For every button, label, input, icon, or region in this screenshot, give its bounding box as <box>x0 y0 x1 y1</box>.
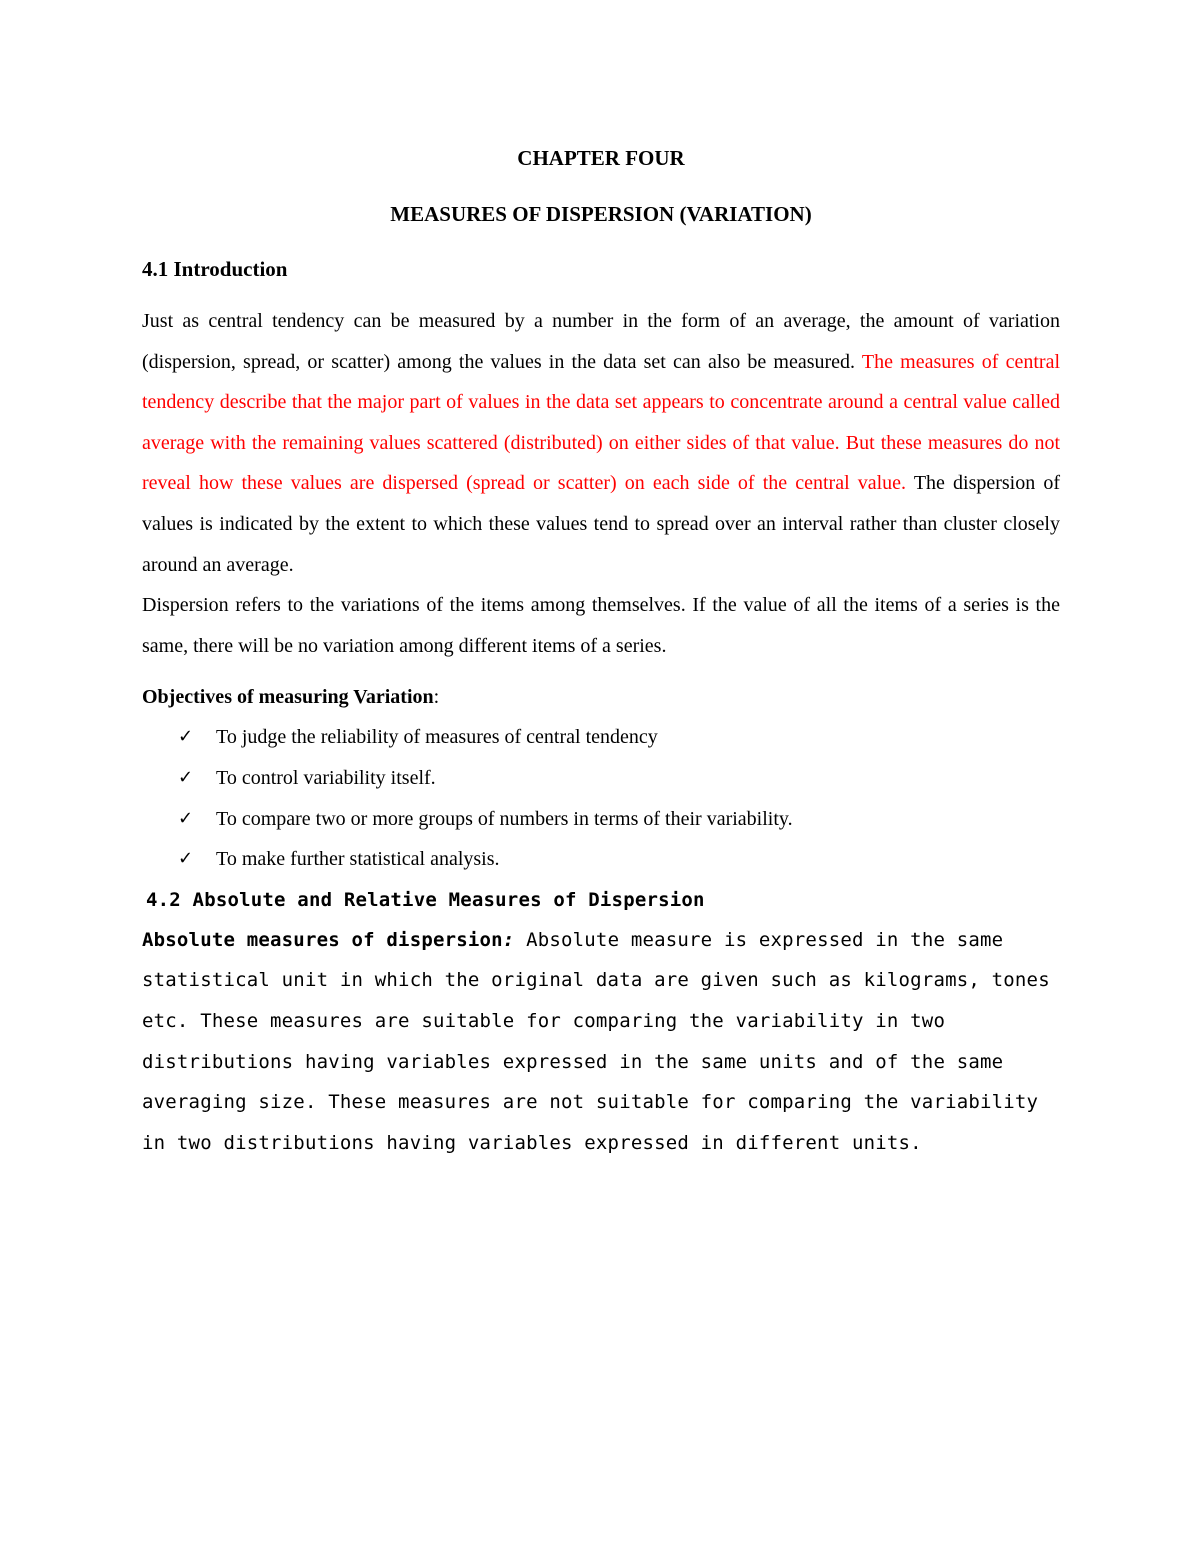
chapter-subtitle: MEASURES OF DISPERSION (VARIATION) <box>390 202 812 226</box>
section-heading-absolute-relative: 4.2 Absolute and Relative Measures of Dispersion <box>146 888 705 911</box>
list-item-text: To make further statistical analysis. <box>216 848 500 871</box>
checkmark-icon: ✓ <box>178 726 194 748</box>
introduction-paragraph <box>142 301 1060 585</box>
page-content <box>142 138 1060 1163</box>
list-item <box>142 799 1060 840</box>
checkmark-icon: ✓ <box>178 848 194 870</box>
absolute-measures-paragraph <box>142 920 1060 1164</box>
list-item-text: To control variability itself. <box>216 766 436 789</box>
list-item <box>142 758 1060 799</box>
section-heading-introduction: 4.1 Introduction <box>142 257 288 281</box>
checkmark-icon: ✓ <box>178 766 194 788</box>
objectives-heading-text: Objectives of measuring Variation <box>142 686 434 709</box>
chapter-title: CHAPTER FOUR <box>517 146 685 170</box>
absolute-measures-body: Absolute measure is expressed in the same statistical unit in which the original data are given such as kilograms, tones etc. These measures are suitable for comparing the variability in two distributions having variables expressed in the same units and of the same averaging size. These measures are not suitable for comparing the variability in two distributions having variables expressed in different units. <box>142 928 1050 1154</box>
objectives-heading <box>142 677 1060 717</box>
absolute-measures-term: Absolute measures of dispersion <box>142 928 503 951</box>
intro-text-highlighted: The measures of central tendency describe that the major part of values in the data set appears to concentrate around a central value called average with the remaining values scattered (distributed) on either sides of that value. But these measures do not reveal how these values are dispersed (spread or scatter) on each side of the central value. <box>142 350 1061 495</box>
list-item-text: To judge the reliability of measures of central tendency <box>216 726 658 749</box>
objectives-list <box>142 717 1060 879</box>
intro-text-start: Just as central tendency can be measured by a number in the form of an average, the amount of variation (dispersion, spread, or scatter) among the values in the data set can also be measured. <box>142 310 1060 373</box>
absolute-measures-colon: : <box>502 928 515 951</box>
objectives-heading-colon: : <box>433 686 440 709</box>
list-item <box>142 839 1060 880</box>
checkmark-icon: ✓ <box>178 807 194 829</box>
list-item <box>142 717 1060 758</box>
dispersion-definition-paragraph: Dispersion refers to the variations of the items among themselves. If the value of all the items of a series is the same, there will be no variation among different items of a series. <box>142 594 1060 657</box>
intro-text-end: The dispersion of values is indicated by the extent to which these values tend to spread over an interval rather than cluster closely around an average. <box>142 472 1060 576</box>
list-item-text: To compare two or more groups of numbers in terms of their variability. <box>216 807 793 830</box>
